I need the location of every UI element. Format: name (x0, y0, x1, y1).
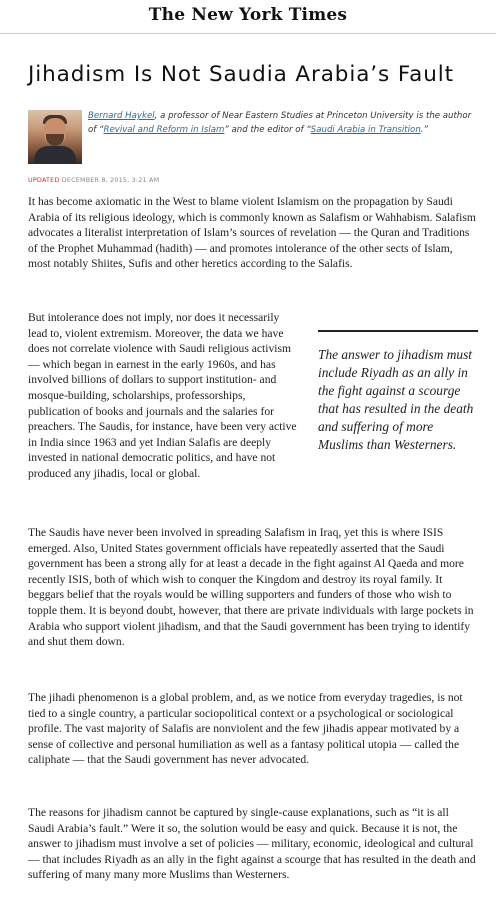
dateline (28, 176, 159, 184)
updated-date: DECEMBER 8, 2015, 3:21 AM (59, 176, 160, 184)
article-headline: Jihadism Is Not Saudia Arabia’s Fault (28, 62, 454, 87)
pull-quote: The answer to jihadism must include Riyadh as an ally in the fight against a scourge that has resulted in the death and suffering of more Muslims than Westerners. (318, 330, 478, 454)
author-photo (28, 110, 82, 164)
paragraph-5: The reasons for jihadism cannot be captured by single-cause explanations, such as “it is all Saudi Arabia’s fault.” Were it so, the solution would be easy and quick. Because it is not, the answer to jihadism must involve a set of policies — military, economic, ideological and cultural — that includes Riyadh as an ally in the fight against a scourge that has resulted in the death and suffering of many many more Muslims than Westerners. (28, 806, 476, 882)
author-link[interactable]: Bernard Haykel (88, 111, 155, 121)
paragraph-2: But intolerance does not imply, nor does it necessarily lead to, violent extremism. Moreover, the data we have does not correlate violence with Saudi religious activism — which began in earnest in the early 1960s, and has involved billions of dollars to support institution- and mosque-building, scholarships, professorships, publication of books and journals and the salaries for preachers. The Saudis, for instance, have been very active in India since 1963 and yet Indian Salafis are deeply invested in national democratic politics, and have not produced any jihadis, local or global. (28, 311, 297, 480)
paragraph-4: The jihadi phenomenon is a global problem, and, as we notice from everyday tragedies, is not tied to a single country, a particular sociopolitical context or a psychological or sociological profile. The vast majority of Salafis are nonviolent and the few jihadis appear motivated by a sense of collective and personal humiliation as well as a fantasy political utopia — called the caliphate — that the Saudi government has never advocated. (28, 691, 463, 767)
updated-label: UPDATED (28, 176, 60, 184)
nyt-logo[interactable]: The New York Times (148, 5, 348, 25)
paragraph-1: It has become axiomatic in the West to blame violent Islamism on the propagation by Saudi Arabia of its religious ideology, which is commonly known as Salafism or Wahhabism. Salafism advocates a literalist interpretation of Islam’s sources of revelation — the Quran and Traditions of the Prophet Muhammad (hadith) — and promotes intolerance of the other sects of Islam, most notably Shiites, Sufis and other heretics according to the Salafis. (28, 195, 476, 271)
bio-text-3: .” (420, 124, 428, 135)
bio-text-1: , a professor of Near Eastern Studies at Princeton University is the author of “ (88, 111, 472, 135)
masthead (0, 0, 496, 34)
book-link-2[interactable]: Saudi Arabia in Transition (310, 124, 421, 135)
book-link-1[interactable]: Revival and Reform in Islam (103, 124, 225, 135)
author-bio (88, 110, 476, 137)
bio-text-2: ” and the editor of “ (224, 124, 311, 135)
paragraph-3: The Saudis have never been involved in spreading Salafism in Iraq, yet this is where ISIS emerged. Also, United States government officials have repeatedly asserted that the Saudi government has been a strong ally for at least a decade in the fight against Al Qaeda and more recently ISIS, both of which wish to conquer the Kingdom and destroy its royal family. It beggars belief that the royals would be willing supporters and funders of those who wish to topple them. It is beyond doubt, however, that there are private individuals with large pockets in Arabia who support violent jihadism, and that the Saudi government has been trying to identify and shut them down. (28, 526, 474, 649)
